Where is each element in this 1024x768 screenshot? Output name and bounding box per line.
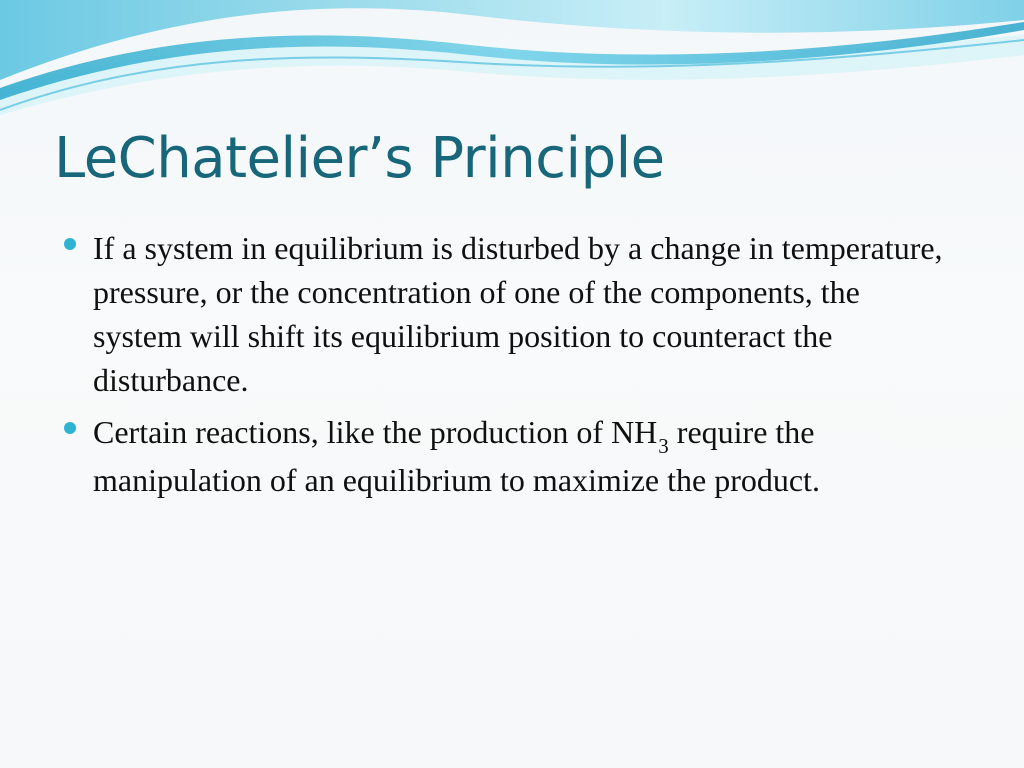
bullet-dot-icon xyxy=(64,422,76,434)
bullet-item-nh3-production xyxy=(64,410,944,502)
bullet-item-equilibrium-definition xyxy=(64,226,944,402)
slide-title: LeChatelier’s Principle xyxy=(54,126,665,191)
bullet-text: If a system in equilibrium is disturbed by a change in temperature, pressure, or the concentration of one of the components, the system will shift its equilibrium position to counteract the disturbance. xyxy=(93,230,943,398)
bullet-text-after-subscript: require the manipulation of an equilibrium to maximize the product. xyxy=(93,414,820,498)
bullet-text-before-subscript: Certain reactions, like the production of NH xyxy=(93,414,658,450)
chemical-subscript: 3 xyxy=(658,434,669,458)
bullet-dot-icon xyxy=(64,238,76,250)
bullet-list xyxy=(64,226,944,510)
wave-header-decoration xyxy=(0,0,1024,130)
